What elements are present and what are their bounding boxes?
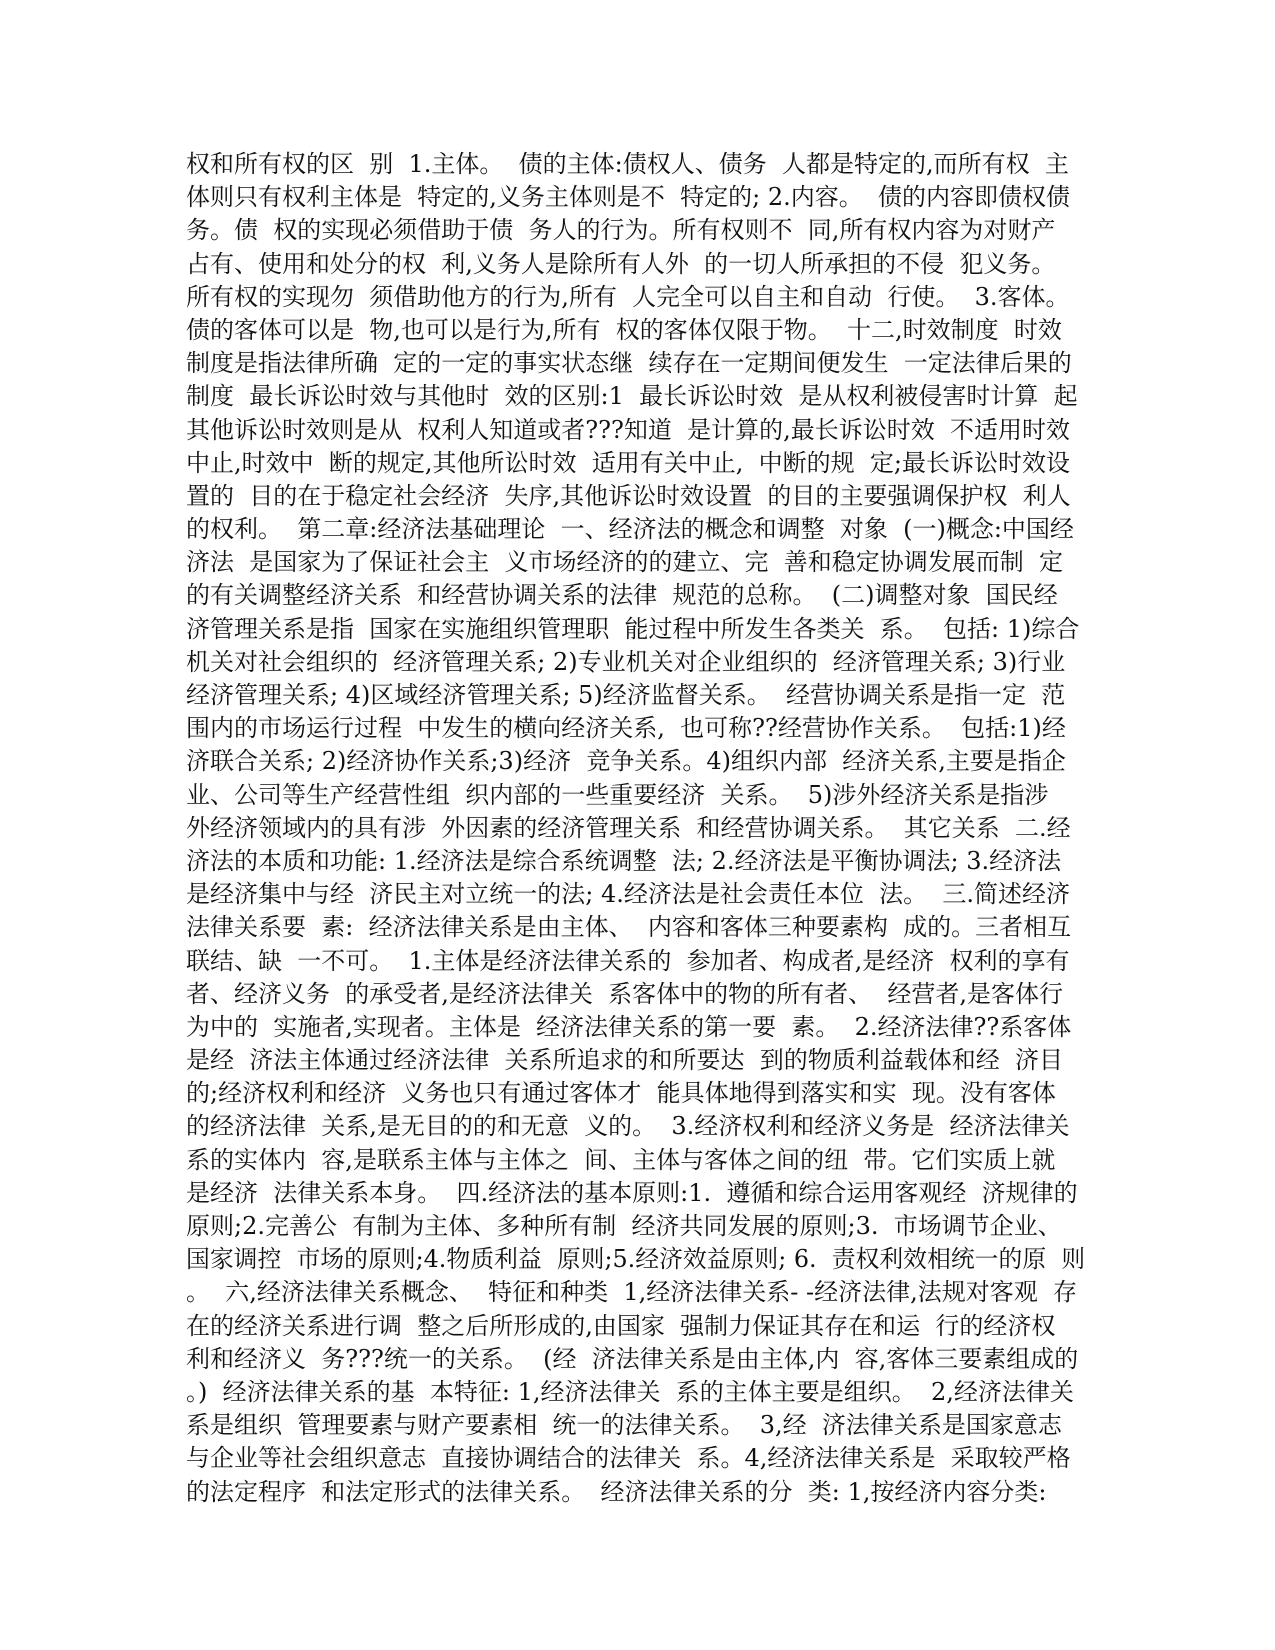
text-line: 中止,时效中 断的规定,其他所讼时效 适用有关中止, 中断的规 定;最长诉讼时效设: [186, 448, 1071, 477]
text-line: 。) 经济法律关系的基 本特征: 1,经济法律关 系的主体主要是组织。 2,经济法律关: [186, 1377, 1074, 1406]
text-line: 系是组织 管理要素与财产要素相 统一的法律关系。 3,经 济法律关系是国家意志: [186, 1411, 1062, 1440]
text-line: 与企业等社会组织意志 直接协调结合的法律关 系。4,经济法律关系是 采取较严格: [186, 1444, 1071, 1473]
text-line: 权和所有权的区 别 1.主体。 债的主体:债权人、债务 人都是特定的,而所有权 主: [186, 150, 1069, 178]
text-line: 济管理关系是指 国家在实施组织管理职 能过程中所发生各类关 系。 包括: 1)综合: [186, 614, 1080, 643]
text-line: 占有、使用和处分的权 利,义务人是除所有人外 的一切人所承担的不侵 犯义务。: [186, 249, 1056, 278]
text-line: 济联合关系; 2)经济协作关系;3)经济 竞争关系。4)组织内部 经济关系,主要是指企: [186, 747, 1066, 776]
text-line: 原则;2.完善公 有制为主体、多种所有制 经济共同发展的原则;3. 市场调节企业、: [186, 1212, 1062, 1240]
text-line: 国家调控 市场的原则;4.物质利益 原则;5.经济效益原则; 6. 责权利效相统一的原 则: [186, 1245, 1086, 1274]
text-line: 的法定程序 和法定形式的法律关系。 经济法律关系的分 类: 1,按经济内容分类:: [186, 1477, 1047, 1506]
text-line: 制度是指法律所确 定的一定的事实状态继 续存在一定期间便发生 一定法律后果的: [186, 349, 1072, 378]
text-line: 债的客体可以是 物,也可以是行为,所有 权的客体仅限于物。 十二,时效制度 时效: [186, 315, 1062, 344]
text-line: 体则只有权利主体是 特定的,义务主体则是不 特定的; 2.内容。 债的内容即债权债: [186, 183, 1071, 212]
text-line: 的;经济权利和经济 义务也只有通过客体才 能具体地得到落实和实 现。没有客体: [186, 1079, 1056, 1108]
text-line: 经济管理关系; 4)区域经济管理关系; 5)经济监督关系。 经营协调关系是指一定 范: [186, 681, 1066, 709]
text-line: 济法的本质和功能: 1.经济法是综合系统调整 法; 2.经济法是平衡协调法; 3.经济法: [186, 846, 1062, 875]
text-line: 利和经济义 务???统一的关系。 (经 济法律关系是由主体,内 容,客体三要素组成的: [186, 1344, 1079, 1373]
text-line: 置的 目的在于稳定社会经济 失序,其他诉讼时效设置 的目的主要强调保护权 利人: [186, 481, 1071, 510]
text-line: 者、经济义务 的承受者,是经济法律关 系客体中的物的所有者、 经营者,是客体行: [186, 979, 1064, 1008]
text-line: 是经济集中与经 济民主对立统一的法; 4.经济法是社会责任本位 法。 三.简述经济: [186, 880, 1071, 909]
text-line: 机关对社会组织的 经济管理关系; 2)专业机关对企业组织的 经济管理关系; 3)行业: [186, 647, 1066, 676]
text-line: 制度 最长诉讼时效与其他时 效的区别:1 最长诉讼时效 是从权利被侵害时计算 起: [186, 382, 1078, 411]
text-line: 在的经济关系进行调 整之后所形成的,由国家 强制力保证其存在和运 行的经济权: [186, 1311, 1056, 1340]
text-line: 业、公司等生产经营性组 织内部的一些重要经济 关系。 5)涉外经济关系是指涉: [186, 780, 1049, 809]
text-line: 是经 济法主体通过经济法律 关系所追求的和所要达 到的物质利益载体和经 济目: [186, 1046, 1064, 1075]
text-line: 的经济法律 关系,是无目的的和无意 义的。 3.经济权利和经济义务是 经济法律关: [186, 1112, 1070, 1141]
text-line: 济法 是国家为了保证社会主 义市场经济的的建立、完 善和稳定协调发展而制 定: [186, 548, 1064, 577]
text-line: 务。债 权的实现必须借助于债 务人的行为。所有权则不 同,所有权内容为对财产: [186, 216, 1056, 245]
text-line: 围内的市场运行过程 中发生的横向经济关系, 也可称??经营协作关系。 包括:1)经: [186, 714, 1066, 743]
text-line: 所有权的实现勿 须借助他方的行为,所有 人完全可以自主和自动 行使。 3.客体。: [186, 282, 1070, 311]
text-line: 系的实体内 容,是联系主体与主体之 间、主体与客体之间的纽 带。它们实质上就: [186, 1145, 1056, 1174]
text-line: 是经济 法律关系本身。 四.经济法的基本原则:1. 遵循和综合运用客观经 济规律的: [186, 1178, 1078, 1207]
text-line: 的权利。 第二章:经济法基础理论 一、经济法的概念和调整 对象 (一)概念:中国经: [186, 515, 1074, 544]
body-text: [186, 148, 1086, 1509]
text-line: 联结、缺 一不可。 1.主体是经济法律关系的 参加者、构成者,是经济 权利的享有: [186, 946, 1070, 975]
text-line: 的有关调整经济关系 和经营协调关系的法律 规范的总称。 (二)调整对象 国民经: [186, 581, 1058, 610]
text-line: 外经济领域内的具有涉 外因素的经济管理关系 和经营协调关系。 其它关系 二.经: [186, 813, 1071, 842]
text-line: 为中的 实施者,实现者。主体是 经济法律关系的第一要 素。 2.经济法律??系客体: [186, 1012, 1072, 1041]
text-line: 法律关系要 素: 经济法律关系是由主体、 内容和客体三种要素构 成的。三者相互: [186, 913, 1072, 942]
text-line: 其他诉讼时效则是从 权利人知道或者???知道 是计算的,最长诉讼时效 不适用时效: [186, 415, 1071, 444]
text-line: 。 六,经济法律关系概念、 特征和种类 1,经济法律关系- -经济法律,法规对客观 存: [186, 1278, 1078, 1307]
